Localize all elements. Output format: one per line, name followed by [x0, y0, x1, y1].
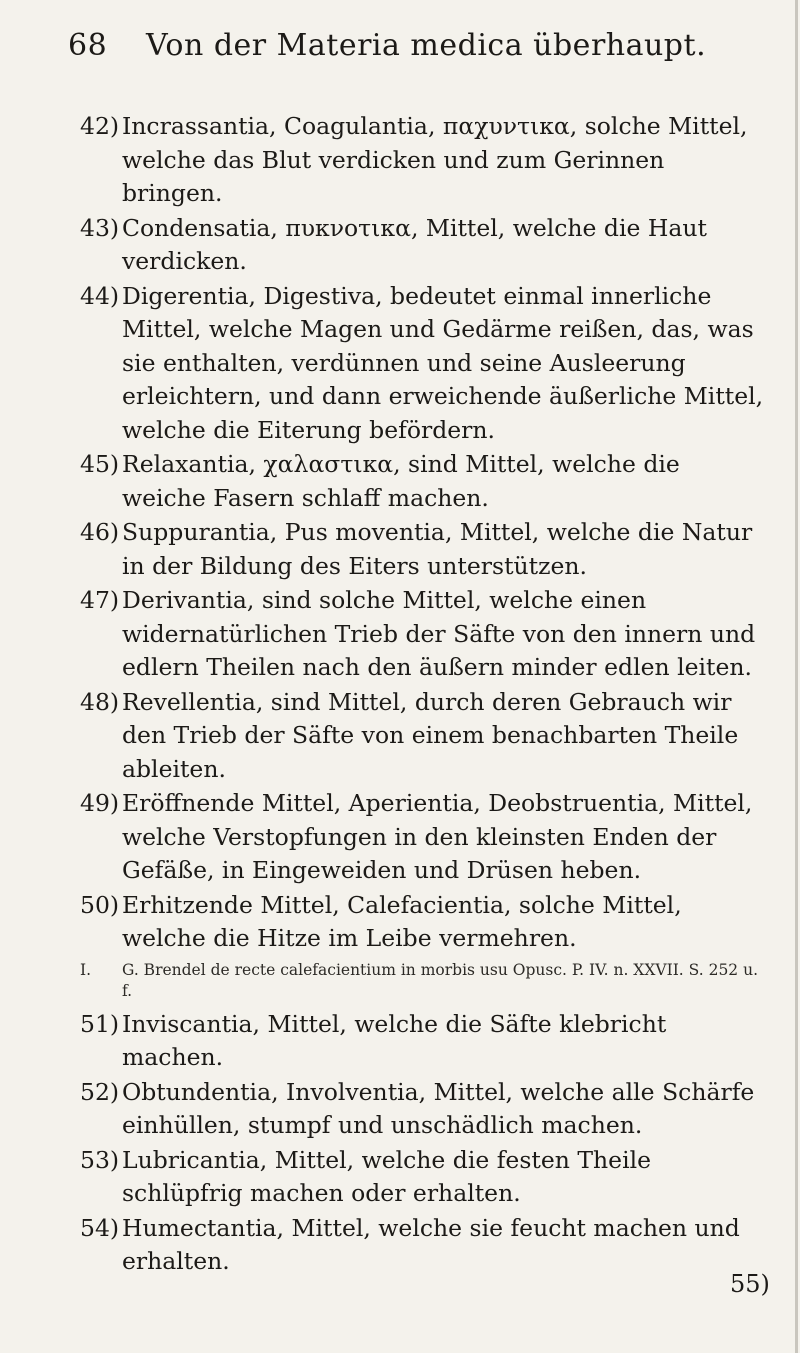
list-item — [80, 110, 770, 211]
list-item — [80, 280, 770, 448]
item-number: 44) — [80, 281, 120, 310]
item-text: Obtundentia, Involventia, Mittel, welche alle Schärfe einhüllen, stumpf und unschädlich machen. — [122, 1077, 755, 1139]
item-number: 54) — [80, 1213, 120, 1242]
footnote-marker: I. — [80, 960, 92, 979]
page-header — [68, 28, 760, 72]
item-text: Incrassantia, Coagulantia, παχυντικα, solche Mittel, welche das Blut verdicken und zum Gerinnen bringen. — [122, 112, 748, 207]
item-number: 51) — [80, 1009, 120, 1038]
item-number: 43) — [80, 213, 120, 242]
list-item — [80, 516, 770, 583]
list-item — [80, 448, 770, 515]
item-text: Eröffnende Mittel, Aperientia, Deobstruentia, Mittel, welche Verstopfungen in den kleinsten Enden der Gefäße, in Eingeweiden und Drüsen heben. — [122, 789, 753, 884]
list-item — [80, 584, 770, 685]
item-text: Digerentia, Digestiva, bedeutet einmal innerliche Mittel, welche Magen und Gedärme reißen, das, was sie enthalten, verdünnen und seine Ausleerung erleichtern, und dann erweichende äußerliche Mittel, welche die Eiterung befördern. — [122, 281, 764, 444]
item-number: 53) — [80, 1145, 120, 1174]
item-number: 45) — [80, 450, 120, 478]
footnote — [80, 960, 770, 1002]
page-body — [80, 110, 770, 1280]
list-item — [80, 1008, 770, 1075]
item-text: Condensatia, πυκνοτικα, Mittel, welche die Haut verdicken. — [122, 213, 707, 275]
item-text: Suppurantia, Pus moventia, Mittel, welche die Natur in der Bildung des Eiters unterstützen. — [122, 518, 753, 580]
list-item — [80, 1144, 770, 1211]
list-item — [80, 686, 770, 787]
item-number: 46) — [80, 518, 120, 546]
item-number: 42) — [80, 112, 120, 140]
item-number: 52) — [80, 1077, 120, 1106]
list-item — [80, 212, 770, 279]
page-edge — [795, 0, 798, 1353]
running-title: Von der Materia medica überhaupt. — [146, 28, 707, 63]
item-number: 49) — [80, 789, 120, 817]
footnote-text: G. Brendel de recte calefacientium in morbis usu Opusc. P. IV. n. XXVII. S. 252 u. f. — [122, 960, 759, 1000]
item-text: Humectantia, Mittel, welche sie feucht machen und erhalten. — [122, 1213, 740, 1275]
item-text: Inviscantia, Mittel, welche die Säfte klebricht machen. — [122, 1009, 667, 1071]
list-item — [80, 1076, 770, 1143]
item-text: Lubricantia, Mittel, welche die festen Theile schlüpfrig machen oder erhalten. — [122, 1145, 652, 1207]
item-text: Derivantia, sind solche Mittel, welche einen widernatürlichen Trieb der Säfte von den innern und edlern Theilen nach den äußern minder edlen leiten. — [122, 586, 756, 681]
item-text: Relaxantia, χαλαστικα, sind Mittel, welche die weiche Fasern schlaff machen. — [122, 450, 680, 512]
list-item — [80, 1212, 770, 1279]
page-number: 68 — [68, 28, 108, 63]
item-number: 50) — [80, 890, 120, 919]
item-number: 48) — [80, 687, 120, 716]
catchword: 55) — [730, 1270, 770, 1298]
item-number: 47) — [80, 586, 120, 614]
item-text: Revellentia, sind Mittel, durch deren Gebrauch wir den Trieb der Säfte von einem benachbarten Theile ableiten. — [122, 687, 739, 783]
list-item — [80, 889, 770, 956]
list-item — [80, 787, 770, 888]
item-text: Erhitzende Mittel, Calefacientia, solche Mittel, welche die Hitze im Leibe vermehren. — [122, 890, 682, 952]
